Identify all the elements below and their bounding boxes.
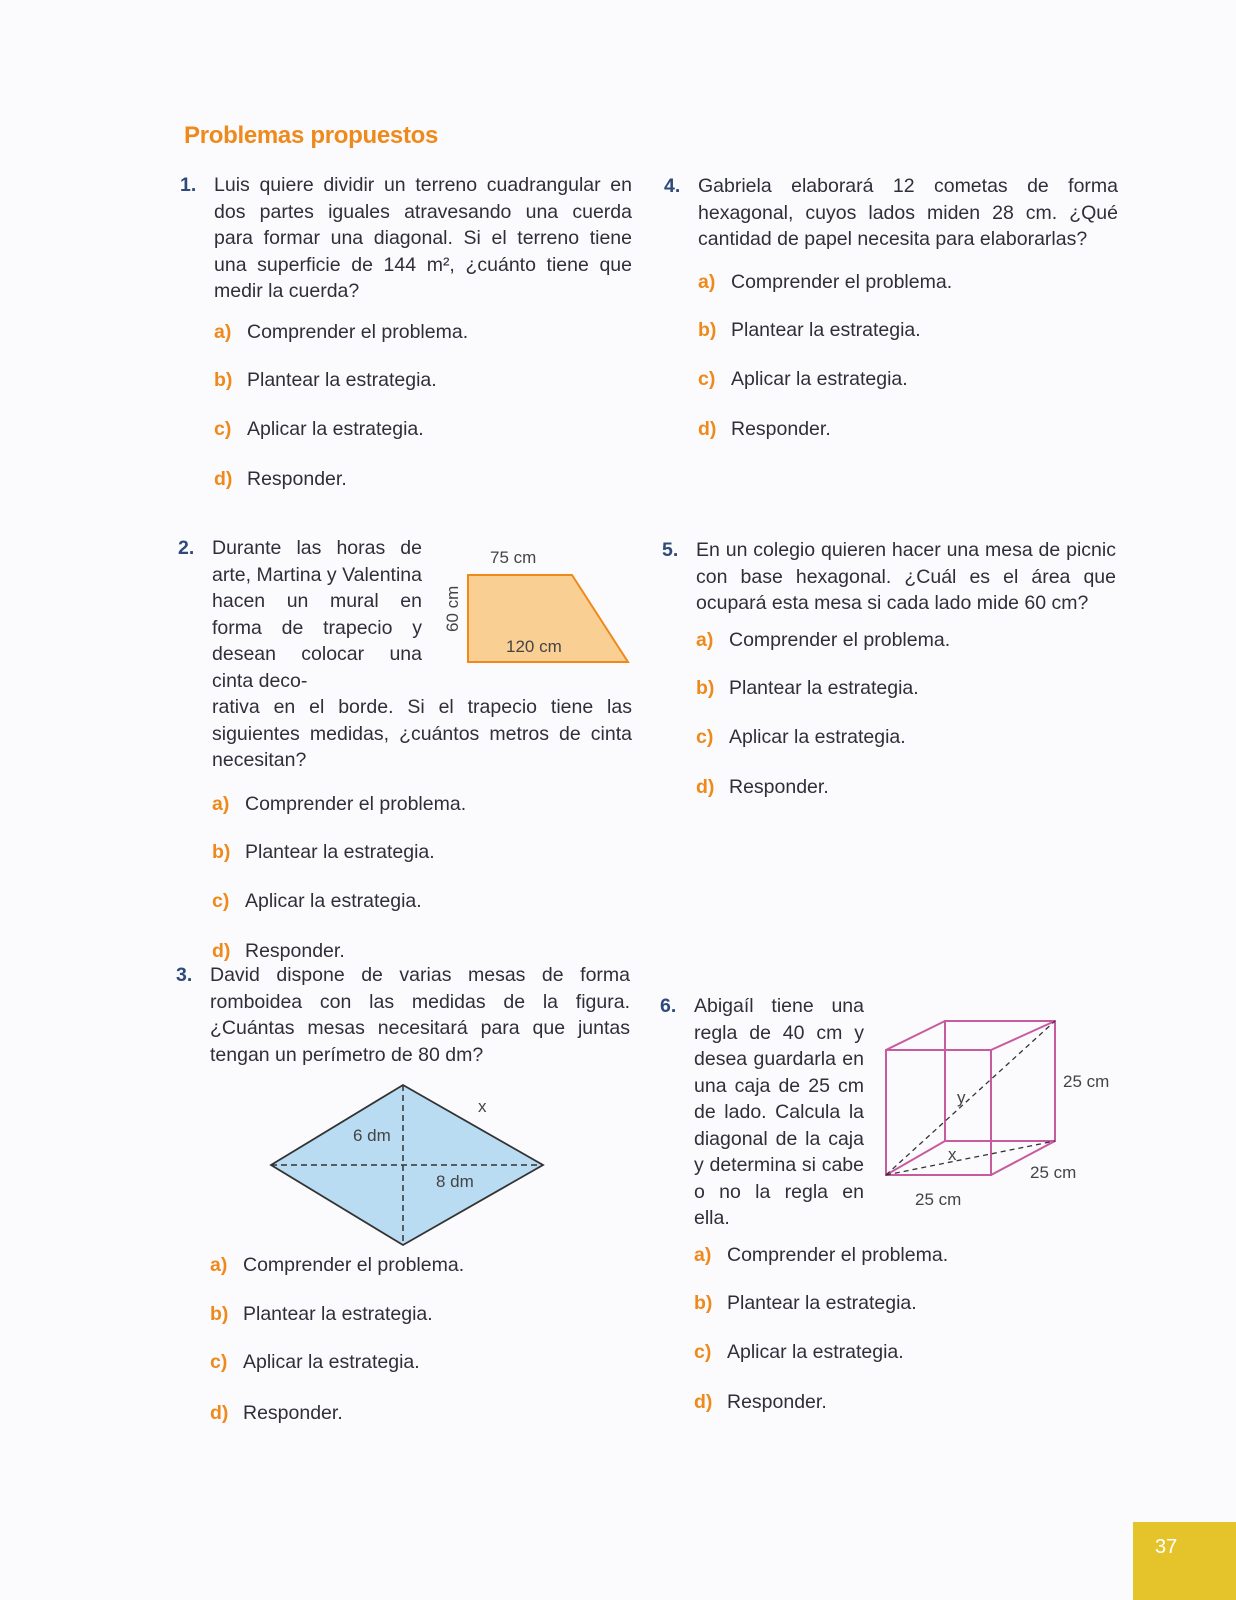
cube-edge bbox=[991, 1021, 1055, 1050]
cube-front-face bbox=[886, 1050, 991, 1175]
problem-4 bbox=[664, 173, 1118, 443]
cube-face-diagonal-label: x bbox=[948, 1145, 957, 1164]
trapezoid-bottom-label: 120 cm bbox=[506, 637, 562, 656]
step-letter: b) bbox=[214, 369, 233, 391]
step-c bbox=[696, 724, 1116, 751]
step-text: Plantear la estrategia. bbox=[727, 1292, 917, 1314]
step-text: Plantear la estrategia. bbox=[729, 677, 919, 699]
step-letter: d) bbox=[214, 468, 233, 490]
step-letter: a) bbox=[212, 792, 230, 815]
step-a bbox=[696, 627, 1116, 654]
rhombus-figure bbox=[266, 1080, 556, 1250]
step-b bbox=[696, 675, 1116, 702]
step-text: Responder. bbox=[243, 1401, 343, 1424]
step-b bbox=[210, 1301, 630, 1328]
step-text: Comprender el problema. bbox=[731, 270, 953, 293]
step-c bbox=[212, 888, 632, 915]
step-letter: d) bbox=[212, 940, 231, 962]
page-number-badge bbox=[1133, 1522, 1236, 1600]
step-letter: c) bbox=[210, 1351, 228, 1373]
cube-space-diagonal-label: y bbox=[957, 1088, 966, 1107]
step-text: Responder. bbox=[729, 776, 829, 798]
problem-number: 2. bbox=[178, 537, 195, 559]
step-list bbox=[698, 269, 1118, 443]
problem-5 bbox=[662, 537, 1116, 801]
step-text: Plantear la estrategia. bbox=[247, 369, 437, 391]
step-list bbox=[694, 1242, 1118, 1416]
step-letter: c) bbox=[696, 725, 714, 748]
cube-height-label: 25 cm bbox=[1063, 1072, 1110, 1091]
step-letter: b) bbox=[696, 677, 715, 699]
problem-number: 6. bbox=[660, 995, 677, 1017]
cube-edge bbox=[886, 1021, 945, 1050]
step-text: Responder. bbox=[245, 940, 345, 962]
problem-number: 5. bbox=[662, 539, 679, 561]
step-b bbox=[214, 367, 632, 394]
step-b bbox=[694, 1290, 1118, 1317]
step-a bbox=[212, 791, 632, 818]
step-a bbox=[214, 319, 632, 346]
step-letter: a) bbox=[696, 628, 714, 651]
step-letter: d) bbox=[210, 1401, 229, 1424]
step-d bbox=[696, 774, 1116, 801]
step-text: Plantear la estrategia. bbox=[731, 319, 921, 341]
cube-width-label: 25 cm bbox=[915, 1190, 962, 1209]
step-text: Comprender el problema. bbox=[245, 792, 467, 815]
step-c bbox=[214, 416, 632, 443]
problem-number: 4. bbox=[664, 175, 681, 197]
step-letter: b) bbox=[694, 1292, 713, 1314]
step-letter: b) bbox=[698, 319, 717, 341]
step-d bbox=[694, 1389, 1118, 1416]
problem-1 bbox=[180, 172, 632, 493]
step-letter: c) bbox=[698, 367, 716, 390]
step-text: Responder. bbox=[247, 468, 347, 490]
step-text: Aplicar la estrategia. bbox=[727, 1340, 904, 1363]
step-d bbox=[214, 466, 632, 493]
cube-depth-label: 25 cm bbox=[1030, 1163, 1077, 1182]
problem-number: 3. bbox=[176, 964, 193, 986]
step-letter: d) bbox=[698, 418, 717, 440]
step-a bbox=[210, 1252, 630, 1279]
step-text: Aplicar la estrategia. bbox=[729, 725, 906, 748]
step-letter: c) bbox=[214, 417, 232, 440]
cube-space-diagonal bbox=[886, 1021, 1055, 1175]
step-letter: c) bbox=[694, 1340, 712, 1363]
step-letter: d) bbox=[694, 1391, 713, 1413]
problem-statement: En un colegio quieren hacer una mesa de picnic con base hexagonal. ¿Cuál es el área que ocupará esta mesa si cada lado mide 60 cm? bbox=[696, 539, 1116, 614]
step-letter: c) bbox=[212, 889, 230, 912]
step-list bbox=[214, 319, 632, 493]
problem-number: 1. bbox=[180, 174, 197, 196]
step-b bbox=[698, 317, 1118, 344]
step-text: Aplicar la estrategia. bbox=[245, 889, 422, 912]
trapezoid-top-label: 75 cm bbox=[490, 548, 537, 567]
problem-statement-part2: rativa en el borde. Si el trapecio tiene las siguientes medidas, ¿cuántos metros de cinta necesitan? bbox=[212, 696, 632, 771]
problem-statement: Gabriela elaborará 12 cometas de forma hexagonal, cuyos lados miden 28 cm. ¿Qué cantidad de papel necesita para elaborarlas? bbox=[698, 175, 1118, 250]
cube-back-face bbox=[945, 1021, 1055, 1141]
step-letter: a) bbox=[214, 320, 232, 343]
step-text: Responder. bbox=[727, 1391, 827, 1413]
step-text: Responder. bbox=[731, 418, 831, 440]
step-c bbox=[698, 366, 1118, 393]
step-a bbox=[694, 1242, 1118, 1269]
step-c bbox=[210, 1349, 630, 1376]
rhombus-diagonal-label-2: 8 dm bbox=[436, 1172, 474, 1191]
trapezoid-height-label: 60 cm bbox=[443, 585, 462, 632]
step-list bbox=[210, 1252, 630, 1426]
rhombus-side-label: x bbox=[478, 1097, 487, 1116]
step-letter: a) bbox=[694, 1243, 712, 1266]
problem-statement: David dispone de varias mesas de forma romboidea con las medidas de la figura. ¿Cuántas mesas necesitará para que juntas tengan un perímetro de 80 dm? bbox=[210, 964, 630, 1066]
page-number: 37 bbox=[1155, 1536, 1178, 1558]
step-b bbox=[212, 839, 632, 866]
step-text: Comprender el problema. bbox=[727, 1243, 949, 1266]
step-text: Aplicar la estrategia. bbox=[731, 367, 908, 390]
step-d bbox=[212, 938, 632, 965]
step-a bbox=[698, 269, 1118, 296]
page-title: Problemas propuestos bbox=[184, 122, 439, 149]
step-text: Comprender el problema. bbox=[247, 320, 469, 343]
problem-statement-part1: Durante las horas de arte, Martina y Valentina hacen un mural en forma de trapecio y desean colocar una cinta deco- bbox=[212, 537, 422, 692]
step-list bbox=[212, 791, 632, 965]
step-text: Aplicar la estrategia. bbox=[247, 417, 424, 440]
problem-statement: Luis quiere dividir un terreno cuadrangular en dos partes iguales atravesando una cuerda para formar una diagonal. Si el terreno tiene una superficie de 144 m², ¿cuánto tiene que medir la cuerda? bbox=[214, 174, 632, 302]
step-text: Plantear la estrategia. bbox=[245, 841, 435, 863]
step-text: Plantear la estrategia. bbox=[243, 1302, 433, 1325]
step-letter: a) bbox=[210, 1254, 228, 1276]
step-list bbox=[696, 627, 1116, 801]
rhombus-diagonal-label-1: 6 dm bbox=[353, 1126, 391, 1145]
step-text: Aplicar la estrategia. bbox=[243, 1351, 420, 1373]
problem-statement: Abigaíl tiene una regla de 40 cm y desea guardarla en una caja de 25 cm de lado. Calcula la diagonal de la caja y determina si cabe o no la regla en ella. bbox=[694, 995, 864, 1229]
step-d bbox=[698, 416, 1118, 443]
step-text: Comprender el problema. bbox=[729, 628, 951, 651]
step-text: Comprender el problema. bbox=[243, 1254, 465, 1276]
cube-edge bbox=[886, 1141, 945, 1175]
step-letter: b) bbox=[210, 1302, 229, 1325]
step-letter: b) bbox=[212, 841, 231, 863]
cube-figure bbox=[880, 1015, 1130, 1215]
step-d bbox=[210, 1400, 630, 1427]
step-letter: d) bbox=[696, 776, 715, 798]
trapezoid-figure bbox=[440, 540, 640, 670]
step-c bbox=[694, 1339, 1118, 1366]
step-letter: a) bbox=[698, 270, 716, 293]
